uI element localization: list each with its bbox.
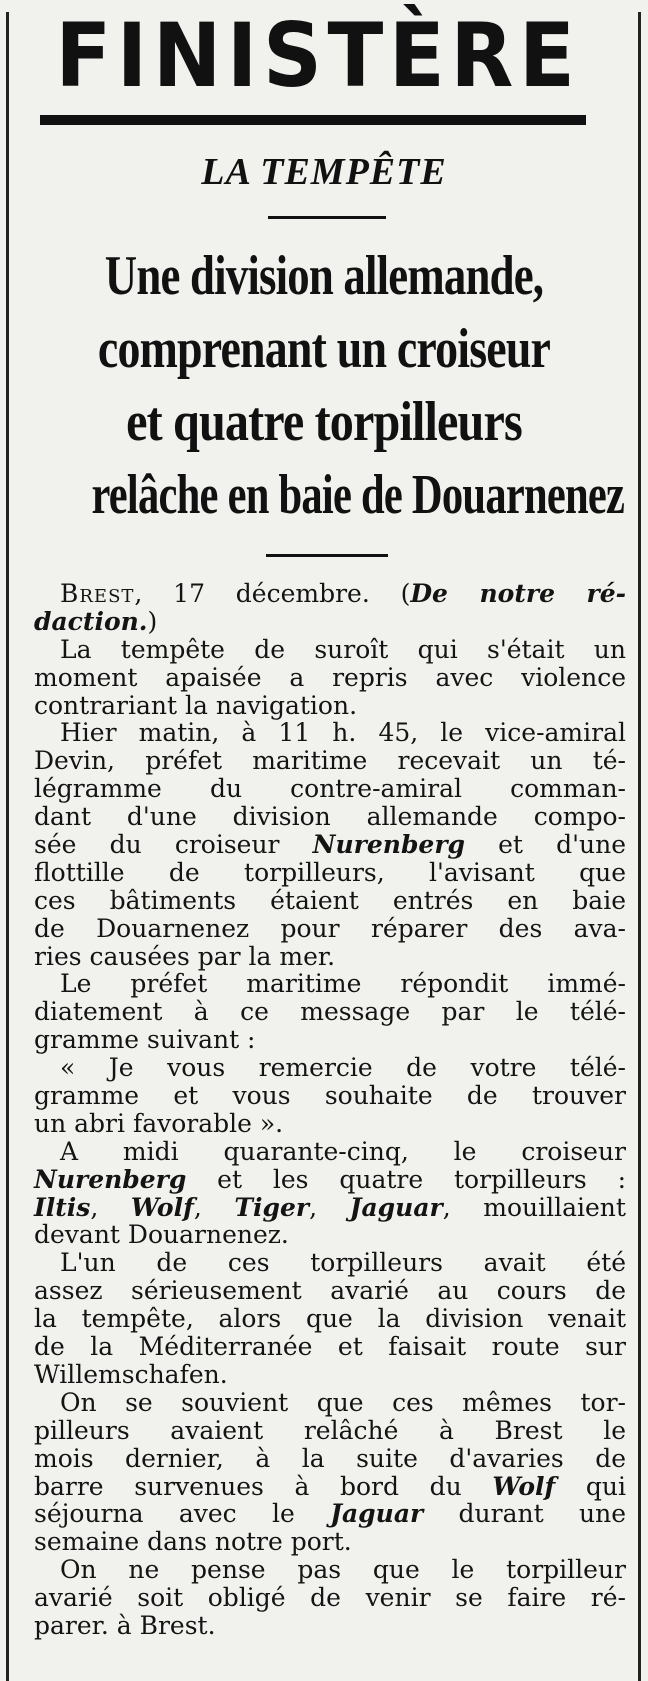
para4-line: « Je vous remercie de votre télé- <box>60 1053 626 1083</box>
para5-line <box>34 1194 626 1222</box>
dateline <box>34 580 626 608</box>
kicker-heading: LA TEMPÊTE <box>201 151 447 193</box>
article-headline <box>18 240 630 532</box>
ship-name: Wolf <box>492 1471 556 1501</box>
para6-line: L'un de ces torpilleurs avait été <box>60 1248 626 1278</box>
dateline-cont <box>34 608 626 636</box>
ship-name: Jaguar <box>330 1499 424 1529</box>
kicker-divider <box>268 216 386 219</box>
para3-line: diatement à ce message par le télé- <box>34 997 626 1027</box>
para2-line: ces bâtiments étaient entrés en baie <box>34 885 626 915</box>
text-run: , <box>193 1192 235 1222</box>
para4-line: un abri favorable ». <box>34 1108 284 1138</box>
para2-line: dant d'une division allemande compo- <box>34 802 626 832</box>
para6-line: assez sérieusement avarié au cours de <box>34 1276 626 1306</box>
para6-line: Willemschafen. <box>34 1359 228 1389</box>
text-run: séjourna avec le <box>34 1499 331 1529</box>
headline-line: Une division allemande, <box>104 245 544 307</box>
text-run: , mouillaient <box>442 1192 626 1222</box>
para2-line: Devin, préfet maritime recevait un té- <box>34 746 626 776</box>
ship-name: Jaguar <box>349 1192 443 1222</box>
para5-line <box>34 1166 626 1194</box>
ship-name: Wolf <box>130 1192 194 1222</box>
para7-line: pilleurs avaient relâché à Brest le <box>34 1415 626 1445</box>
para7-line <box>34 1500 626 1528</box>
headline-line: et quatre torpilleurs <box>126 391 522 453</box>
para2-line: flottille de torpilleurs, l'avisant que <box>34 857 626 887</box>
para2-line: Hier matin, à 11 h. 45, le vice-amiral <box>60 718 626 748</box>
para2-line: légramme du contre-amiral comman- <box>34 774 626 804</box>
text-run: durant une <box>423 1499 626 1529</box>
para1-line: moment apaisée a repris avec violence <box>34 662 626 692</box>
text-run: qui <box>555 1471 627 1501</box>
article-body <box>34 580 626 1640</box>
para1-line: contrariant la navigation. <box>34 690 358 720</box>
para6-line: la tempête, alors que la division venait <box>34 1304 626 1334</box>
para7-line: semaine dans notre port. <box>34 1527 352 1557</box>
para7-line: mois dernier, à la suite d'avaries de <box>34 1443 626 1473</box>
para7-line <box>34 1473 626 1501</box>
headline-divider <box>266 554 388 557</box>
dateline-source: De notre ré- <box>410 579 626 608</box>
section-masthead: FINISTÈRE <box>55 4 581 107</box>
dateline-city: Brest <box>60 579 135 608</box>
ship-name: Tiger <box>234 1192 310 1222</box>
para8-line: On ne pense pas que le torpilleur <box>60 1555 626 1585</box>
ship-name: Iltis <box>34 1192 91 1222</box>
para6-line: de la Méditerranée et faisait route sur <box>34 1332 626 1362</box>
dateline-close: ) <box>147 606 158 636</box>
para1-line: La tempête de suroît qui s'était un <box>60 634 626 664</box>
headline-line: relâche en baie de Douarnenez <box>91 464 625 526</box>
ship-name: Nurenberg <box>34 1164 187 1194</box>
para5-line: devant Douarnenez. <box>34 1220 289 1250</box>
masthead-bar <box>40 115 586 125</box>
headline-line: comprenant un croiseur <box>97 318 551 380</box>
dateline-date: , 17 décembre. ( <box>134 579 411 608</box>
para2-line <box>34 831 626 859</box>
para3-line: Le préfet maritime répondit immé- <box>60 969 626 999</box>
text-run: et d'une <box>464 830 626 860</box>
para8-line: parer. à Brest. <box>34 1610 216 1640</box>
text-run: , <box>309 1192 350 1222</box>
dateline-source-cont: daction. <box>34 606 148 636</box>
text-run: , <box>90 1192 131 1222</box>
text-run: et les quatre torpilleurs : <box>186 1164 626 1194</box>
text-run: sée du croiseur <box>34 830 313 860</box>
para7-line: On se souvient que ces mêmes tor- <box>60 1387 626 1417</box>
left-column-rule <box>6 12 9 1681</box>
para2-line: de Douarnenez pour réparer des ava- <box>34 913 626 943</box>
para8-line: avarié soit obligé de venir se faire ré- <box>34 1583 626 1613</box>
text-run: barre survenues à bord du <box>34 1471 493 1501</box>
para3-line: gramme suivant : <box>34 1025 256 1055</box>
ship-name: Nurenberg <box>312 830 465 860</box>
right-column-rule <box>638 12 641 1681</box>
para2-line: ries causées par la mer. <box>34 941 336 971</box>
para5-line: A midi quarante-cinq, le croiseur <box>60 1136 626 1166</box>
para4-line: gramme et vous souhaite de trouver <box>34 1081 626 1111</box>
